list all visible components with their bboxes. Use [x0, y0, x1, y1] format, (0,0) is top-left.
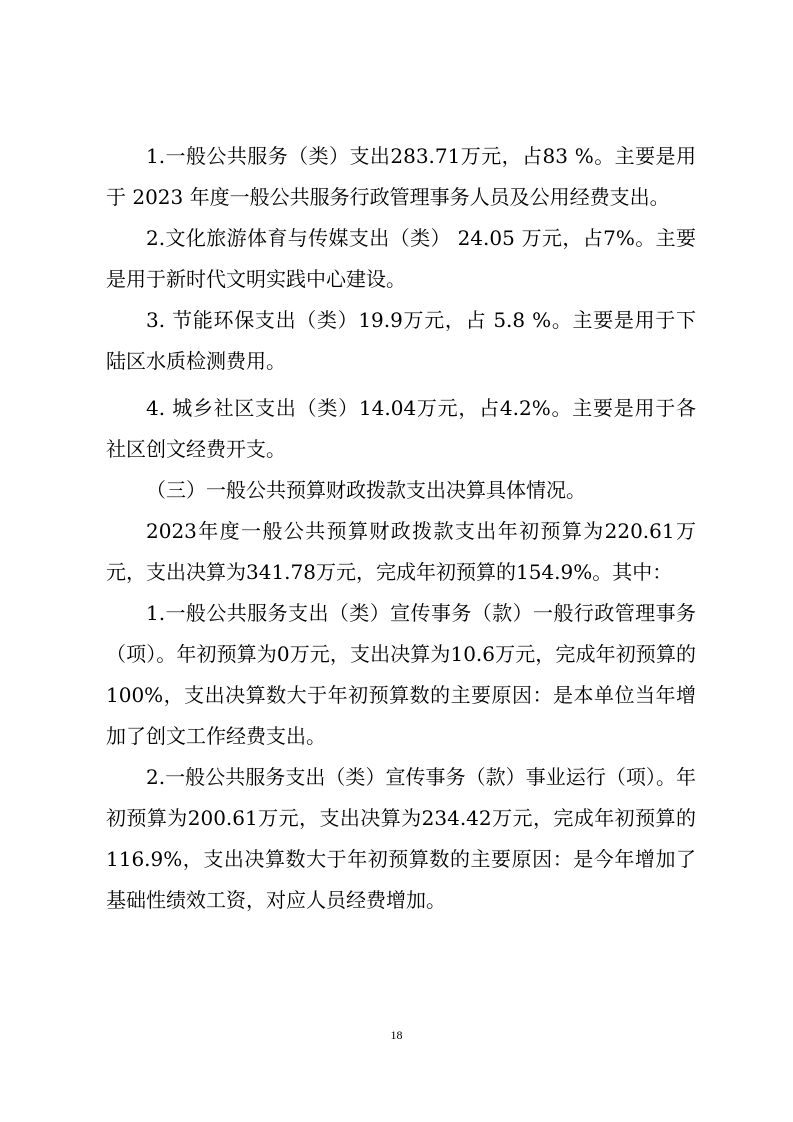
section-heading-3: （三）一般公共预算财政拨款支出决算具体情况。: [146, 478, 586, 502]
paragraph-budget-overview: 2023年度一般公共预算财政拨款支出年初预算为220.61万元，支出决算为341.78万元，完成年初预算的154.9%。其中：: [106, 519, 696, 584]
paragraph-general-public-services: 1.一般公共服务（类）支出283.71万元，占83 %。主要是用于 2023 年度一般公共服务行政管理事务人员及公用经费支出。: [106, 144, 696, 209]
paragraph-admin-affairs: 1.一般公共服务支出（类）宣传事务（款）一般行政管理事务（项）。年初预算为0万元，支出决算为10.6万元，完成年初预算的100%，支出决算数大于年初预算数的主要原因：是本单位当年增加了创文工作经费支出。: [106, 601, 696, 748]
page-number: 18: [390, 1028, 403, 1042]
paragraph-operations: 2.一般公共服务支出（类）宣传事务（款）事业运行（项）。年初预算为200.61万元，支出决算为234.42万元，完成年初预算的116.9%，支出决算数大于年初预算数的主要原因：是今年增加了基础性绩效工资，对应人员经费增加。: [106, 765, 696, 912]
paragraph-culture-tourism-sports-media: 2.文化旅游体育与传媒支出（类） 24.05 万元，占7%。主要是用于新时代文明实践中心建设。: [106, 226, 696, 291]
paragraph-urban-rural-community: 4. 城乡社区支出（类）14.04万元，占4.2%。主要是用于各社区创文经费开支。: [106, 396, 696, 461]
document-body: [106, 136, 696, 921]
paragraph-energy-environment: 3. 节能环保支出（类）19.9万元，占 5.8 %。主要是用于下陆区水质检测费用。: [106, 308, 696, 373]
